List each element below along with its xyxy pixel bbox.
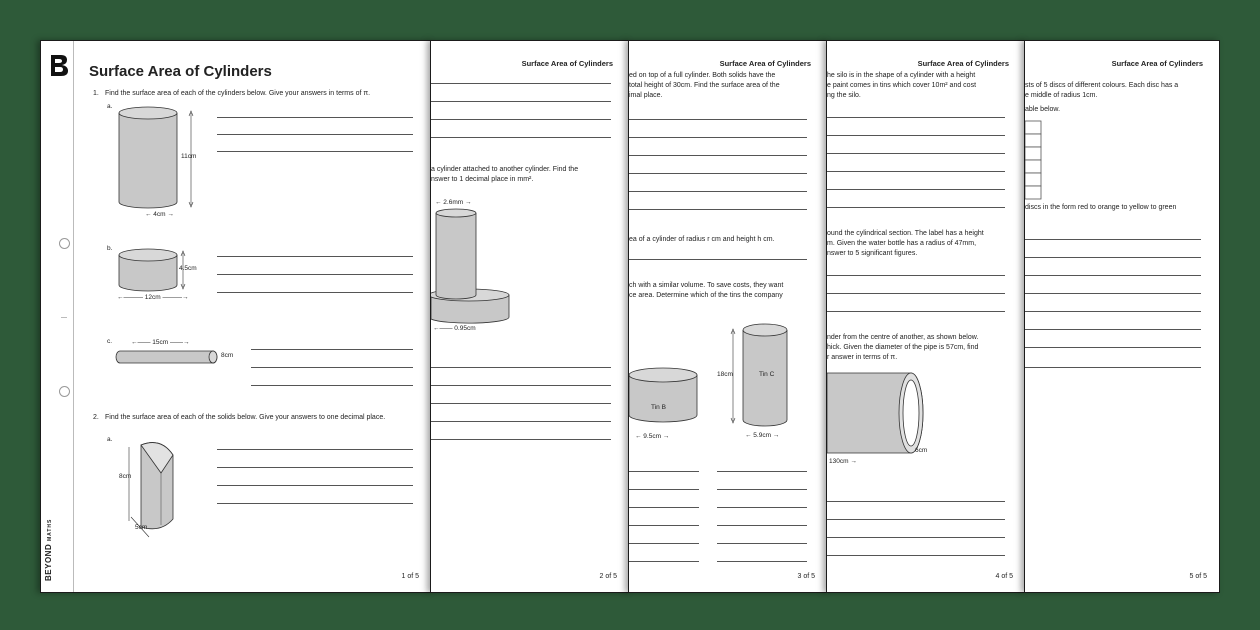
answer-line (217, 256, 413, 257)
question-number: 2. (93, 414, 99, 421)
half-cylinder-figure (121, 437, 191, 537)
dimension-label: ← 9.5cm → (635, 433, 670, 440)
question-text: sts of 5 discs of different colours. Each disc has a (1025, 82, 1179, 89)
answer-line (217, 467, 413, 468)
answer-line (717, 525, 807, 526)
length-label: ←—— 15cm ——→ (131, 339, 190, 346)
answer-line (629, 173, 807, 174)
dimension-label: 18cm (717, 371, 733, 378)
question-text: nswer to 5 significant figures. (827, 250, 918, 257)
answer-line (1025, 347, 1201, 348)
answer-line (629, 259, 807, 260)
answer-line (431, 137, 611, 138)
answer-line (431, 385, 611, 386)
radius-label: 5cm (135, 524, 148, 531)
answer-line (431, 101, 611, 102)
answer-line (217, 292, 413, 293)
answer-line (217, 449, 413, 450)
height-label: 8cm (119, 473, 132, 480)
question-text: discs in the form red to orange to yellow to green (1025, 204, 1177, 211)
answer-line (217, 151, 413, 152)
answer-line (827, 501, 1005, 502)
question-text: imal place. (629, 92, 663, 99)
worksheet-page-5 (1024, 40, 1220, 593)
answer-line (629, 561, 699, 562)
answer-line (717, 471, 807, 472)
answer-line (629, 209, 807, 210)
answer-line (629, 155, 807, 156)
disc-table (1025, 121, 1045, 201)
question-text: ea of a cylinder of radius r cm and height h cm. (629, 236, 775, 243)
answer-line (431, 83, 611, 84)
answer-line (717, 543, 807, 544)
width-label: ←——— 12cm ———→ (117, 294, 189, 301)
answer-line (431, 421, 611, 422)
cylinder-a-figure (117, 105, 247, 220)
answer-line (827, 537, 1005, 538)
answer-line (431, 403, 611, 404)
answer-line (217, 134, 413, 135)
stacked-cylinders-figure (431, 205, 521, 331)
answer-line (629, 489, 699, 490)
answer-line (717, 561, 807, 562)
answer-line (717, 489, 807, 490)
answer-line (431, 439, 611, 440)
answer-line (217, 117, 413, 118)
part-label: c. (107, 338, 113, 345)
punch-hole (59, 386, 70, 397)
answer-line (1025, 257, 1201, 258)
page-header: Surface Area of Cylinders (719, 59, 811, 68)
page-sidebar (41, 41, 74, 592)
width-label: ← 4cm → (145, 211, 174, 218)
answer-line (629, 119, 807, 120)
page-number: 4 of 5 (995, 573, 1013, 580)
question-text: able below. (1025, 106, 1061, 113)
answer-line (217, 503, 413, 504)
dimension-label: ←—— 0.95cm (433, 325, 476, 332)
tin-label: Tin B (651, 404, 666, 411)
answer-line (217, 274, 413, 275)
answer-line (629, 137, 807, 138)
question-text: ch with a similar volume. To save costs, they want (629, 282, 784, 289)
page-number: 3 of 5 (797, 573, 815, 580)
page-number: 2 of 5 (599, 573, 617, 580)
question-text: he silo is in the shape of a cylinder with a height (827, 72, 976, 79)
worksheet-page-3 (628, 40, 828, 593)
answer-line (251, 385, 413, 386)
answer-line (827, 189, 1005, 190)
answer-line (431, 119, 611, 120)
answer-line (717, 507, 807, 508)
page-header: Surface Area of Cylinders (1111, 59, 1203, 68)
answer-line (827, 293, 1005, 294)
answer-line (251, 349, 413, 350)
brand-wordmark: BEYOND MATHS (44, 518, 53, 581)
question-text: ed on top of a full cylinder. Both solids have the (629, 72, 776, 79)
answer-line (629, 525, 699, 526)
answer-line (629, 191, 807, 192)
answer-line (251, 367, 413, 368)
answer-line (827, 117, 1005, 118)
fold-mark (61, 317, 67, 318)
answer-line (629, 543, 699, 544)
answer-line (827, 207, 1005, 208)
question-text: ng the silo. (827, 92, 861, 99)
height-label: 11cm (181, 153, 197, 160)
worksheet-page-2 (430, 40, 630, 593)
punch-hole (59, 238, 70, 249)
answer-line (827, 555, 1005, 556)
question-text: e paint comes in tins which cover 10m² and cost (827, 82, 977, 89)
question-text: ound the cylindrical section. The label has a height (827, 230, 984, 237)
length-label: 130cm → (829, 458, 857, 465)
answer-line (827, 171, 1005, 172)
page-header: Surface Area of Cylinders (917, 59, 1009, 68)
dimension-label: ← 5.9cm → (745, 432, 780, 439)
page-header: Surface Area of Cylinders (521, 59, 613, 68)
worksheet-page-4 (826, 40, 1026, 593)
question-text: r answer in terms of π. (827, 354, 898, 361)
answer-line (629, 507, 699, 508)
answer-line (827, 135, 1005, 136)
answer-line (217, 485, 413, 486)
question-text: e middle of radius 1cm. (1025, 92, 1098, 99)
cylinder-c-figure (117, 347, 227, 371)
answer-line (1025, 311, 1201, 312)
worksheet-page-1 (40, 40, 432, 593)
question-text: m. Given the water bottle has a radius of 47mm, (827, 240, 977, 247)
question-text: Find the surface area of each of the cylinders below. Give your answers in terms of π. (105, 90, 371, 97)
page-title: Surface Area of Cylinders (89, 63, 272, 80)
answer-line (1025, 329, 1201, 330)
pipe-figure (827, 369, 937, 459)
question-text: total height of 30cm. Find the surface area of the (629, 82, 780, 89)
height-label: 4.5cm (179, 265, 197, 272)
question-text: nswer to 1 decimal place in mm². (431, 176, 534, 183)
answer-line (629, 471, 699, 472)
part-label: b. (107, 245, 113, 252)
answer-line (827, 311, 1005, 312)
question-text: ce area. Determine which of the tins the company (629, 292, 783, 299)
answer-line (1025, 239, 1201, 240)
question-text: nder from the centre of another, as shown below. (827, 334, 979, 341)
answer-line (827, 519, 1005, 520)
tin-b-figure (629, 367, 701, 427)
question-number: 1. (93, 90, 99, 97)
thickness-label: 6cm (915, 447, 928, 454)
answer-line (1025, 367, 1201, 368)
dimension-label: ← 2.6mm → (435, 199, 472, 206)
tin-label: Tin C (759, 371, 775, 378)
answer-line (1025, 275, 1201, 276)
part-label: a. (107, 436, 113, 443)
page-number: 5 of 5 (1189, 573, 1207, 580)
answer-line (827, 275, 1005, 276)
part-label: a. (107, 103, 113, 110)
question-text: Find the surface area of each of the solids below. Give your answers to one decimal place. (105, 414, 386, 421)
cylinder-b-figure (117, 247, 207, 297)
page-number: 1 of 5 (401, 573, 419, 580)
question-text: a cylinder attached to another cylinder. Find the (431, 166, 579, 173)
beyond-logo-icon (47, 53, 69, 77)
answer-line (1025, 293, 1201, 294)
answer-line (431, 367, 611, 368)
diameter-label: 8cm (221, 352, 234, 359)
question-text: hick. Given the diameter of the pipe is 57cm, find (827, 344, 979, 351)
answer-line (827, 153, 1005, 154)
